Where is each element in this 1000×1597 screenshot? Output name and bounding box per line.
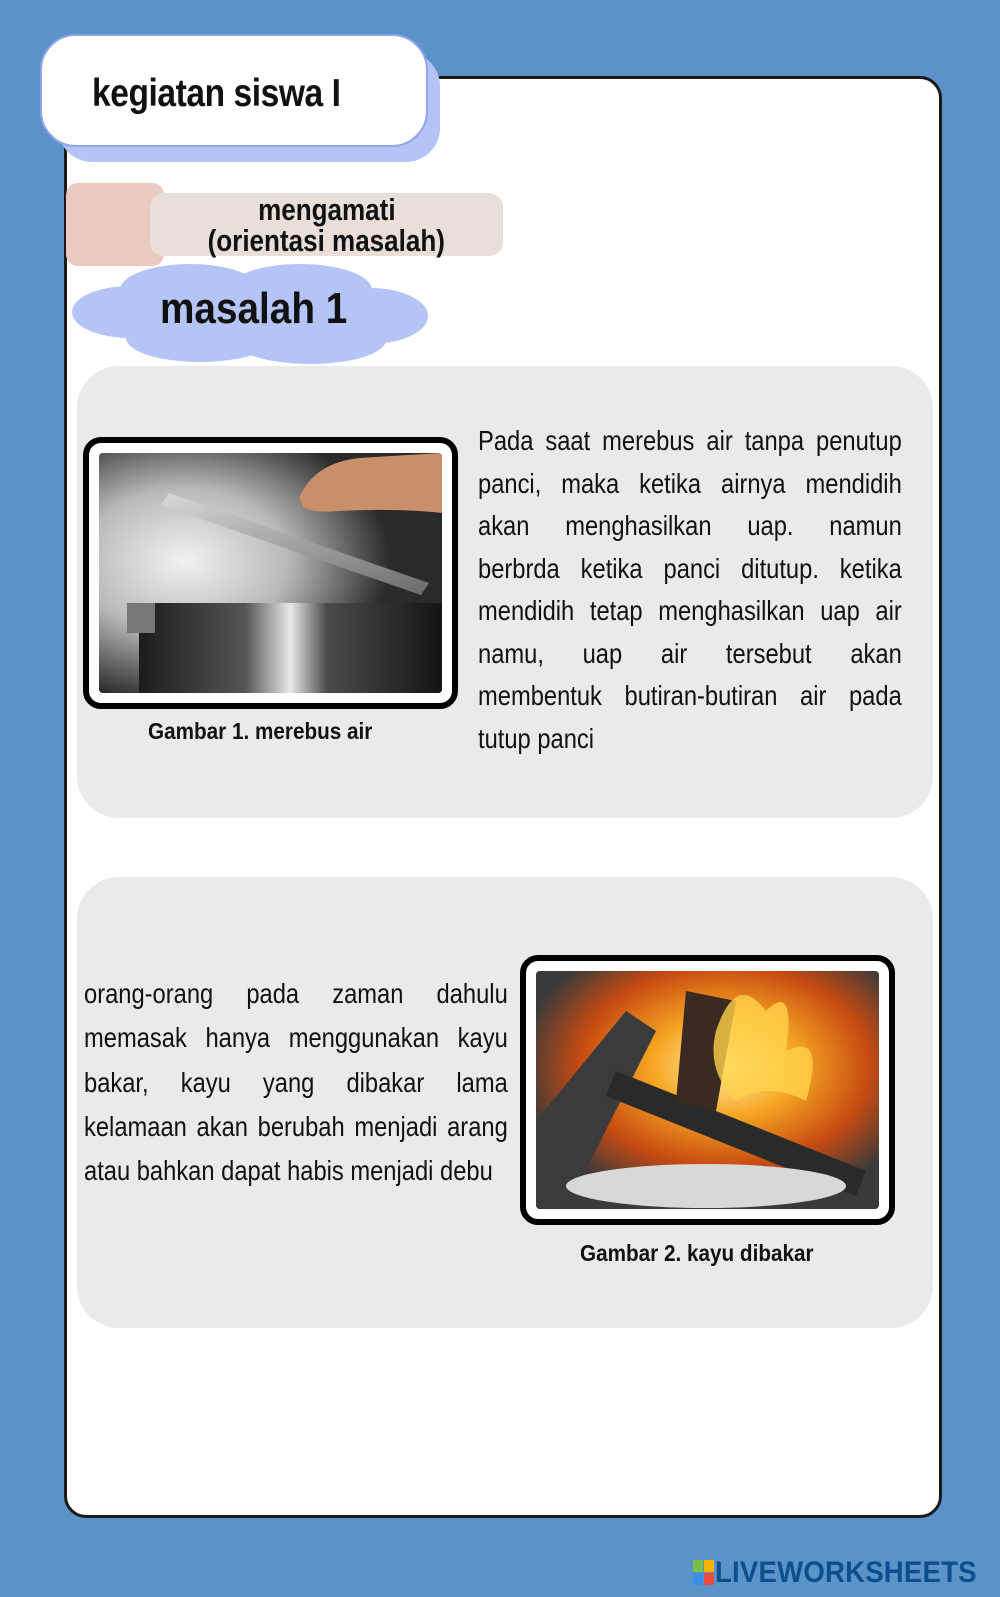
stage-line-2: (orientasi masalah)	[207, 222, 446, 258]
boiling-pot-image	[83, 437, 458, 709]
problem-text-1-content: Pada saat merebus air tanpa penutup panci, maka ketika airnya mendidih akan menghasilkan uap. namun berbrda ketika panci ditutup. ketika mendidih tetap menghasilkan uap air namu, uap air tersebut akan membentuk butiran-butiran air pada tutup panci	[478, 425, 902, 754]
brand-name: LIVEWORKSHEETS	[715, 1556, 977, 1589]
figure-caption-2: Gambar 2. kayu dibakar	[580, 1240, 814, 1266]
boiling-pot-illustration	[99, 453, 442, 693]
figure-caption-1: Gambar 1. merebus air	[148, 718, 373, 744]
problem-text-1	[478, 420, 902, 760]
title-box	[40, 34, 428, 147]
liveworksheets-logo[interactable]	[693, 1555, 1000, 1591]
stage-tab	[150, 193, 503, 256]
burning-wood-illustration	[536, 971, 879, 1209]
problem-text-2-content: orang-orang pada zaman dahulu memasak hanya menggunakan kayu bakar, kayu yang dibakar lama kelamaan akan berubah menjadi arang atau bahkan dapat habis menjadi debu	[84, 978, 508, 1187]
burning-wood-image	[520, 955, 895, 1225]
problem-text-2	[84, 972, 508, 1193]
liveworksheets-icon	[693, 1560, 715, 1586]
stage-line-1: mengamati	[257, 191, 396, 227]
page-title: kegiatan siswa I	[92, 72, 341, 115]
problem-label: masalah 1	[160, 284, 348, 333]
